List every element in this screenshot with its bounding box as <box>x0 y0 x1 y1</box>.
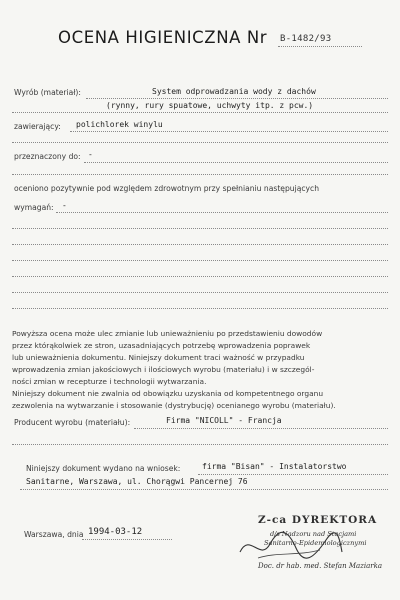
blank-dotline-7 <box>12 292 388 293</box>
wymagan-label: wymagań: <box>14 203 54 212</box>
issued-dotline-2 <box>20 489 388 490</box>
wyrob-dotline-2 <box>12 112 388 113</box>
terms-paragraph-line-4: wprowadzenia zmian jakościowych i ilościowych wyrobu (materiału) i w szczegól- <box>12 365 315 374</box>
terms-paragraph-line-7: zezwolenia na wytwarzanie i stosowanie (dystrybucję) ocenianego wyrobu (materiału). <box>12 401 336 410</box>
blank-dotline-4 <box>12 244 388 245</box>
place-label: Warszawa, dnia <box>24 530 84 539</box>
signature-line-3: Doc. dr hab. med. Stefan Maziarka <box>258 562 383 570</box>
date-dotline <box>82 539 172 540</box>
terms-paragraph-line-3: lub unieważnienia dokumentu. Niniejszy dokument traci ważność w przypadku <box>12 353 305 362</box>
zawierajacy-label: zawierający: <box>14 122 61 131</box>
blank-dotline-2 <box>12 174 388 175</box>
terms-paragraph-line-5: ności zmian w recepturze i technologii wytwarzania. <box>12 377 207 386</box>
terms-paragraph-line-2: przez którąkolwiek ze stron, uzasadniających potrzebę wprowadzenia poprawek <box>12 341 311 350</box>
wymagan-value: - <box>62 201 67 210</box>
signature-line-1: d/s Nadzoru nad Stacjami <box>270 530 357 538</box>
number-underline <box>278 46 362 47</box>
document-number: B-1482/93 <box>280 34 332 44</box>
handwritten-signature <box>236 522 346 566</box>
issue-date: 1994-03-12 <box>88 527 143 537</box>
issued-value-line1: firma "Bisan" - Instalatorstwo <box>202 462 347 471</box>
issued-dotline-1 <box>198 474 388 475</box>
wyrob-label: Wyrób (materiał): <box>14 88 81 97</box>
przeznaczony-dotline <box>84 162 388 163</box>
zawierajacy-value: polichlorek winylu <box>76 120 163 129</box>
przeznaczony-label: przeznaczony do: <box>14 152 81 161</box>
wymagan-dotline <box>56 212 388 213</box>
document-title: OCENA HIGIENICZNA Nr <box>58 28 268 47</box>
przeznaczony-value: - <box>88 150 93 159</box>
wyrob-value-line2: (rynny, rury spuatowe, uchwyty itp. z pcw.) <box>106 101 314 110</box>
wyrob-dotline-1 <box>86 98 388 99</box>
terms-paragraph-line-6: Niniejszy dokument nie zwalnia od obowiązku uzyskania od kompetentnego organu <box>12 389 324 398</box>
issued-label: Niniejszy dokument wydano na wniosek: <box>26 464 181 473</box>
blank-dotline-9 <box>12 444 388 445</box>
producer-value: Firma "NICOLL" - Francja <box>166 416 282 425</box>
producer-label: Producent wyrobu (materiału): <box>14 418 131 427</box>
blank-dotline-6 <box>12 276 388 277</box>
zawierajacy-dotline <box>70 131 388 132</box>
signature-line-2: Sanitarno-Epidemiologicznymi <box>264 539 367 547</box>
blank-dotline-5 <box>12 260 388 261</box>
oceniono-text: oceniono pozytywnie pod względem zdrowotnym przy spełnianiu następujących <box>14 184 320 193</box>
terms-paragraph-line-1: Powyższa ocena może ulec zmianie lub unieważnieniu po przedstawieniu dowodów <box>12 329 323 338</box>
blank-dotline-3 <box>12 228 388 229</box>
blank-dotline-1 <box>12 142 388 143</box>
issued-value-line2: Sanitarne, Warszawa, ul. Chorągwi Pancernej 76 <box>26 477 248 486</box>
blank-dotline-8 <box>12 308 388 309</box>
wyrob-value-line1: System odprowadzania wody z dachów <box>152 87 316 96</box>
signature-title: Z-ca DYREKTORA <box>258 514 378 526</box>
producer-dotline <box>134 428 388 429</box>
